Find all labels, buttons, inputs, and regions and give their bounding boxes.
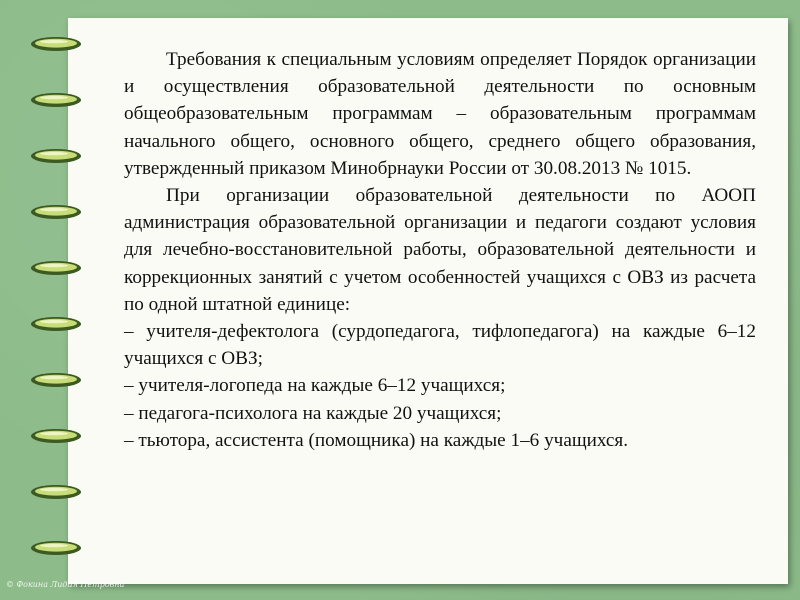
binding-ring-icon (30, 260, 82, 276)
ring-highlight (40, 488, 68, 491)
ring-highlight (40, 264, 68, 267)
ring-highlight (40, 40, 68, 43)
ring-highlight (40, 544, 68, 547)
binding-ring-icon (30, 372, 82, 388)
ring-highlight (40, 432, 68, 435)
paragraph-organization: При организации образовательной деятельности по АООП администрация образовательной организации и педагоги создают условия для лечебно-восстановительной работы, образовательной деятельности и коррекционных занятий с учетом особенностей учащихся с ОВЗ из расчета по одной штатной единице: (124, 185, 756, 315)
ring-highlight (40, 320, 68, 323)
list-item-speech-therapist: – учителя-логопеда на каждые 6–12 учащихся; (124, 375, 506, 397)
binding-ring-icon (30, 316, 82, 332)
ring-highlight (40, 376, 68, 379)
ring-highlight (40, 96, 68, 99)
list-item-psychologist: – педагога-психолога на каждые 20 учащихся; (124, 402, 502, 424)
document-body (124, 46, 756, 454)
binding-ring-icon (30, 540, 82, 556)
binding-ring-icon (30, 484, 82, 500)
paragraph-requirements: Требования к специальным условиям определяет Порядок организации и осуществления образовательной деятельности по основным общеобразовательным программам – образовательным программам начального общего, основного общего, среднего общего образования, утвержденный приказом Минобрнауки России от 30.08.2013 № 1015. (124, 49, 756, 179)
binding-ring-icon (30, 36, 82, 52)
ring-highlight (40, 208, 68, 211)
list-item-defectologist: – учителя-дефектолога (сурдопедагога, тифлопедагога) на каждые 6–12 учащихся с ОВЗ; (124, 321, 756, 370)
ring-highlight (40, 152, 68, 155)
binding-ring-icon (30, 92, 82, 108)
list-item-tutor: – тьютора, ассистента (помощника) на каждые 1–6 учащихся. (124, 429, 629, 451)
binding-ring-icon (30, 148, 82, 164)
copyright-watermark: © Фокина Лидия Петровна (6, 580, 125, 589)
binding-ring-icon (30, 428, 82, 444)
binding-ring-icon (30, 204, 82, 220)
